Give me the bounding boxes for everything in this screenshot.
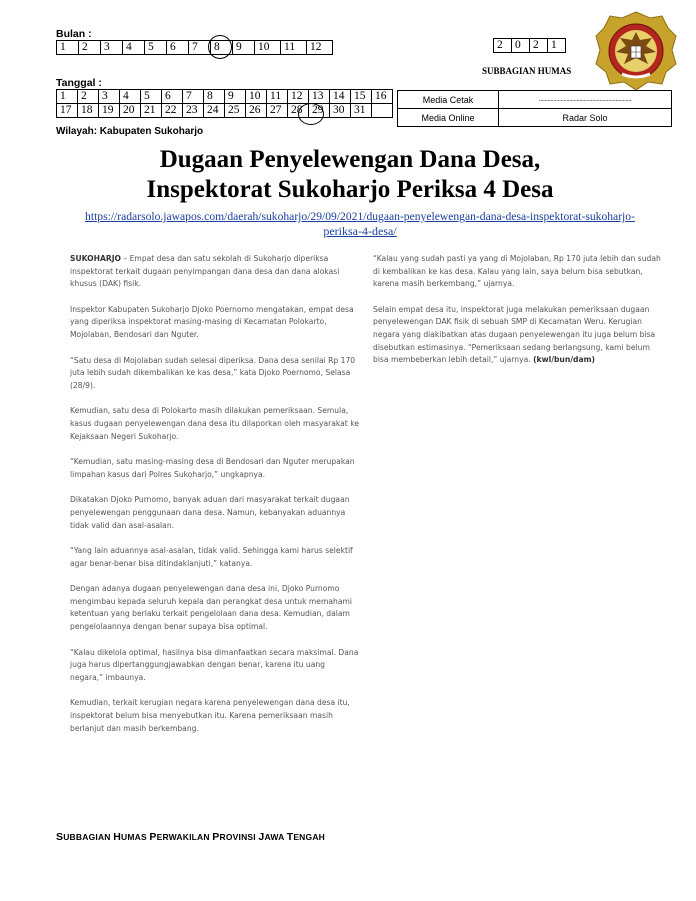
month-cell: 5 xyxy=(145,41,167,55)
title-line: Dugaan Penyelewengan Dana Desa, xyxy=(159,146,541,173)
day-cell: 6 xyxy=(162,90,183,104)
paragraph: Dengan adanya dugaan penyelewengan dana desa ini, Djoko Purnomo mengimbau kepada seluruh kepala dan perangkat desa untuk memahami ketentuan yang berlaku terkait pengelolaan dana desa. Kemudian, dalam pengelolaannya dengan benar supaya bisa optimal. xyxy=(70,584,352,632)
day-cell: 27 xyxy=(267,104,288,118)
month-cell: 8 xyxy=(211,41,233,55)
day-cell: 1 xyxy=(57,90,78,104)
article-left-column xyxy=(70,253,360,748)
month-cell: 1 xyxy=(57,41,79,55)
day-cell: 10 xyxy=(246,90,267,104)
day-cell: 29 xyxy=(309,104,330,118)
paragraph: Dikatakan Djoko Purnomo, banyak aduan dari masyarakat terkait dugaan penyelewengan penggunaan dana desa. Namun, kebanyakan aduannya tidak valid dan asal-asalan. xyxy=(70,495,350,530)
paragraph: SUKOHARJO – Empat desa dan satu sekolah di Sukoharjo diperiksa inspektorat terkait dugaan penyimpangan dana desa dan dana alokasi khusus (DAK) fisik. xyxy=(70,254,340,289)
year-digit: 1 xyxy=(548,39,566,53)
day-cell: 12 xyxy=(288,90,309,104)
paragraph: “Satu desa di Mojolaban sudah selesai diperiksa. Dana desa senilai Rp 170 juta lebih sudah dikembalikan ke kas desa,” kata Djoko Poernomo, Selasa (28/9). xyxy=(70,355,356,390)
day-cell: 24 xyxy=(204,104,225,118)
month-selection-circle xyxy=(208,35,232,59)
paragraph: Inspektor Kabupaten Sukoharjo Djoko Poernomo mengatakan, empat desa yang diperiksa inspektorat masing-masing di Kecamatan Polokarto, Mojolaban, Bendosari dan Nguter. xyxy=(70,304,354,339)
month-cell: 11 xyxy=(281,41,307,55)
year-digit: 2 xyxy=(494,39,512,53)
day-selection-circle xyxy=(298,103,324,125)
month-cell: 12 xyxy=(307,41,333,55)
day-cell: 25 xyxy=(225,104,246,118)
paragraph: Selain empat desa itu, inspektorat juga melakukan pemeriksaan dugaan penyelewengan DAK fisik di sebuah SMP di Kecamatan Weru. Kerugian negara yang diakibatkan atas dugaan penyelewengan itu juga belum bisa disebutkan estimasinya. “Pemeriksaan sedang berlangsung, kami belum bisa membeberkan lebih detail,” ujarnya. (kwl/bun/dam) xyxy=(373,304,656,365)
day-cell: 8 xyxy=(204,90,225,104)
paragraph: “Kalau yang sudah pasti ya yang di Mojolaban, Rp 170 juta lebih dan sudah di kembalikan ke kas desa. Kalau yang lain, saya belum bisa sebutkan, karena masih berkembang,” ujarnya. xyxy=(373,254,661,289)
day-cell: 31 xyxy=(351,104,372,118)
month-cell: 4 xyxy=(123,41,145,55)
dateline: SUKOHARJO xyxy=(70,254,121,263)
day-cell: 19 xyxy=(99,104,120,118)
day-cell: 28 xyxy=(288,104,309,118)
org-name: SUBBAGIAN HUMAS xyxy=(482,66,572,76)
day-cell: 16 xyxy=(372,90,393,104)
month-cell: 3 xyxy=(101,41,123,55)
paragraph: Kemudian, satu desa di Polokarto masih dilakukan pemeriksaan. Semula, kasus dugaan penyelewengan dana desa itu dilaporkan oleh masyarakat ke Kejaksaan Negeri Sukoharjo. xyxy=(70,406,359,441)
day-cell: 30 xyxy=(330,104,351,118)
url-line: https://radarsolo.jawapos.com/daerah/sukoharjo/29/09/2021/dugaan-penyelewengan-dana-desa-inspektorat-sukoharjo- xyxy=(85,210,635,223)
day-cell: 14 xyxy=(330,90,351,104)
day-cell: 21 xyxy=(141,104,162,118)
article-url-link[interactable] xyxy=(50,210,670,238)
day-cell xyxy=(372,104,393,118)
year-grid xyxy=(493,38,566,53)
day-cell: 17 xyxy=(57,104,78,118)
day-cell: 11 xyxy=(267,90,288,104)
day-cell: 18 xyxy=(78,104,99,118)
month-cell: 6 xyxy=(167,41,189,55)
day-cell: 20 xyxy=(120,104,141,118)
day-cell: 5 xyxy=(141,90,162,104)
paragraph: “Kemudian, satu masing-masing desa di Bendosari dan Nguter merupakan limpahan kasus dari Polres Sukoharjo,” ungkapnya. xyxy=(70,457,355,479)
day-cell: 7 xyxy=(183,90,204,104)
day-cell: 13 xyxy=(309,90,330,104)
month-cell: 7 xyxy=(189,41,211,55)
media-label: Media Online xyxy=(398,109,499,127)
day-cell: 26 xyxy=(246,104,267,118)
title-line: Inspektorat Sukoharjo Periksa 4 Desa xyxy=(146,176,554,203)
paragraph: Kemudian, terkait kerugian negara karena penyelewengan dana desa itu, inspektorat belum bisa menyebutkan itu. Karena pemeriksaan masih berlanjut dan masih berkembang. xyxy=(70,698,350,733)
month-cell: 2 xyxy=(79,41,101,55)
author-credit: (kwl/bun/dam) xyxy=(533,355,595,365)
emblem-garuda-icon xyxy=(592,8,680,92)
month-cell: 10 xyxy=(255,41,281,55)
media-value: ................................................................ xyxy=(499,91,672,109)
day-cell: 15 xyxy=(351,90,372,104)
bulan-label: Bulan : xyxy=(56,28,92,40)
day-cell: 22 xyxy=(162,104,183,118)
footer-org: SUBBAGIAN HUMAS PERWAKILAN PROVINSI JAWA TENGAH xyxy=(56,831,326,843)
year-digit: 2 xyxy=(530,39,548,53)
day-grid xyxy=(56,89,393,118)
month-grid xyxy=(56,40,333,55)
year-digit: 0 xyxy=(512,39,530,53)
paragraph: “Yang lain aduannya asal-asalan, tidak valid. Sehingga kami harus selektif agar benar-benar bisa ditindaklanjuti,” katanya. xyxy=(70,546,353,568)
tanggal-label: Tanggal : xyxy=(56,77,102,89)
day-cell: 9 xyxy=(225,90,246,104)
media-label: Media Cetak xyxy=(398,91,499,109)
day-cell: 23 xyxy=(183,104,204,118)
article-title xyxy=(40,145,660,205)
day-cell: 4 xyxy=(120,90,141,104)
wilayah-label: Wilayah: Kabupaten Sukoharjo xyxy=(56,126,204,137)
day-cell: 2 xyxy=(78,90,99,104)
media-value: Radar Solo xyxy=(499,109,672,127)
paragraph: “Kalau dikelola optimal, hasilnya bisa dimanfaatkan secara maksimal. Dana juga harus dipertanggungjawabkan dengan benar, karena itu uang negara,” imbaunya. xyxy=(70,647,359,682)
article-right-column xyxy=(373,253,663,380)
month-cell: 9 xyxy=(233,41,255,55)
media-table xyxy=(397,90,672,127)
url-line: periksa-4-desa/ xyxy=(323,224,397,238)
day-cell: 3 xyxy=(99,90,120,104)
